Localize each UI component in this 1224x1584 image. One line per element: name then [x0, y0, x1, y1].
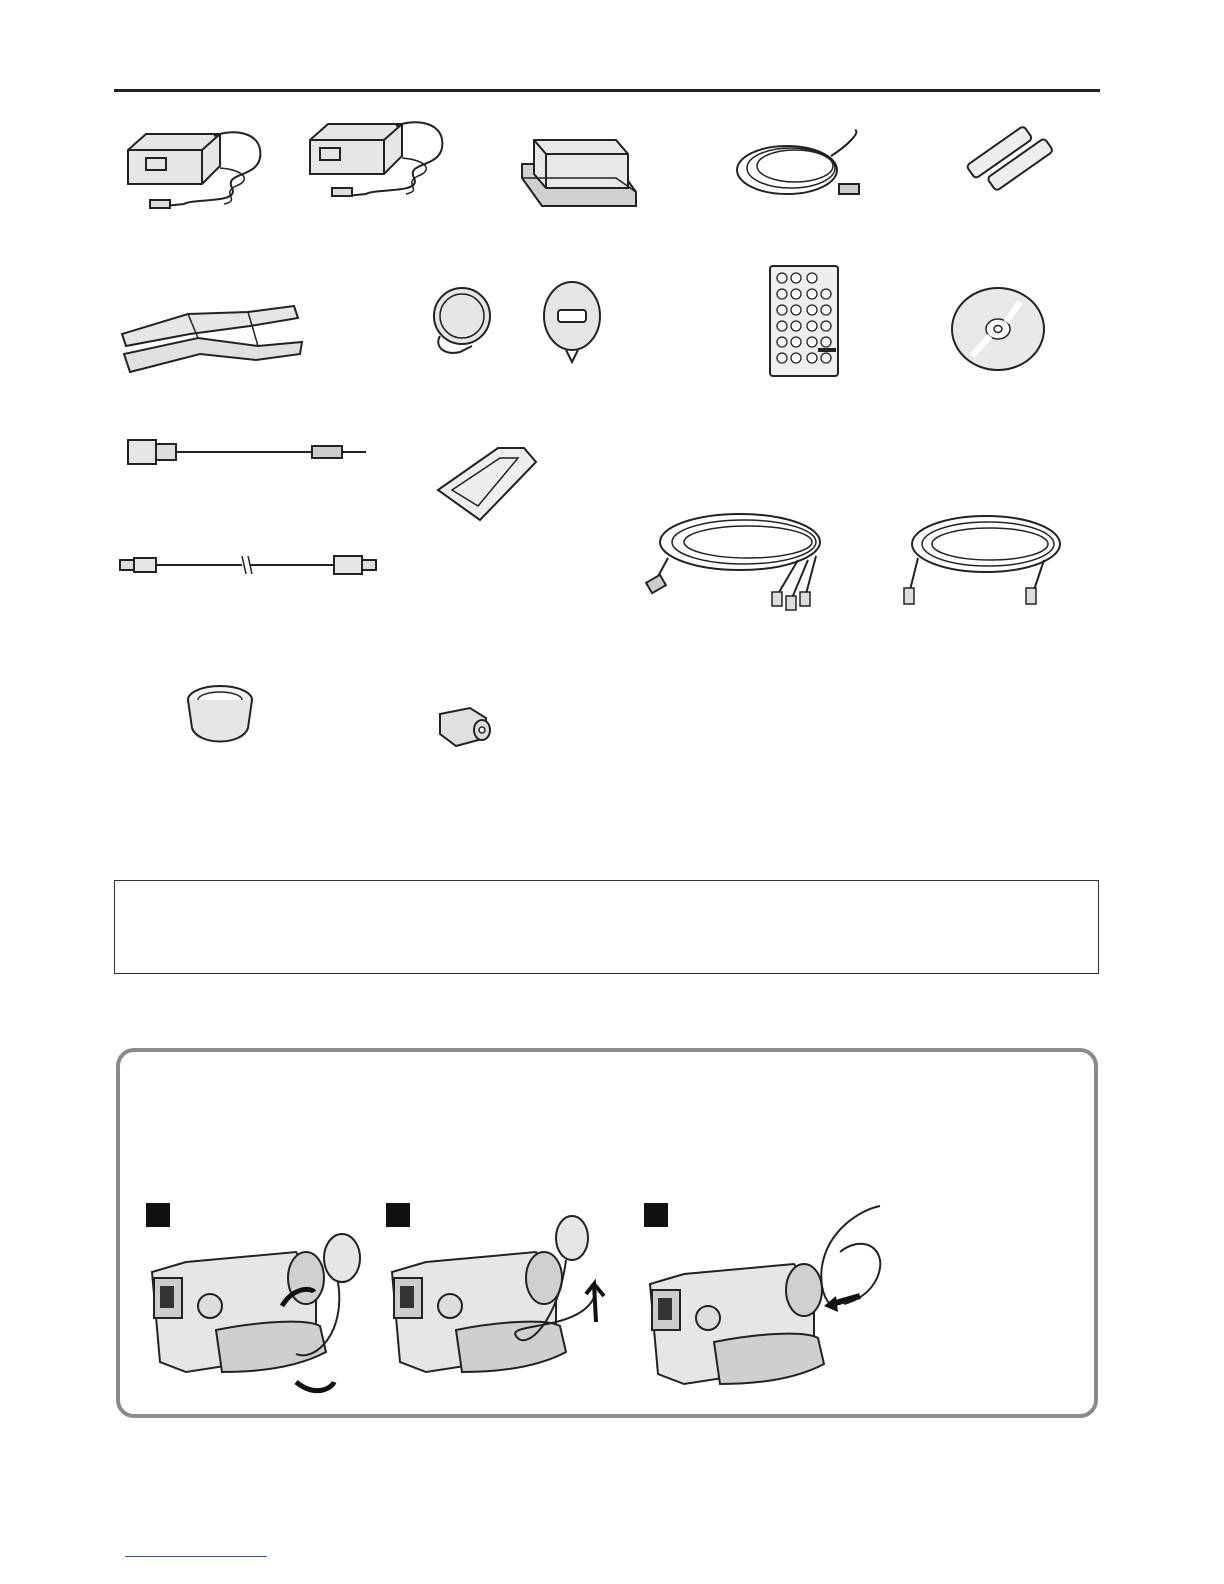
usb-cable-icon — [118, 552, 380, 578]
lens-hood-icon — [184, 684, 256, 748]
camcorder-lens-cap-attach-icon — [146, 1222, 366, 1412]
notice-box — [114, 880, 1099, 974]
audio-cable-icon — [900, 510, 1066, 610]
header-rule — [114, 89, 1100, 92]
serial-cable-icon — [126, 436, 370, 468]
battery-pack-icon — [520, 132, 640, 212]
memory-card-icon — [436, 446, 540, 522]
power-cord-icon — [735, 126, 863, 202]
lens-cap-icon — [430, 284, 496, 360]
remote-control-icon — [768, 264, 840, 378]
camcorder-lens-cap-press-icon — [644, 1200, 894, 1412]
bottom-link-underline — [125, 1556, 267, 1557]
camcorder-lens-cap-loop-icon — [386, 1212, 610, 1412]
cd-rom-icon — [950, 286, 1046, 372]
lens-cap-back-icon — [540, 276, 604, 368]
strap-icon — [118, 298, 304, 378]
ac-adapter-icon — [306, 118, 451, 206]
lens-cap-instructions-panel — [116, 1048, 1098, 1418]
batteries-icon — [964, 126, 1054, 192]
ac-adapter-icon — [124, 128, 269, 216]
core-filter-icon — [436, 704, 494, 750]
av-cable-icon — [648, 508, 834, 610]
